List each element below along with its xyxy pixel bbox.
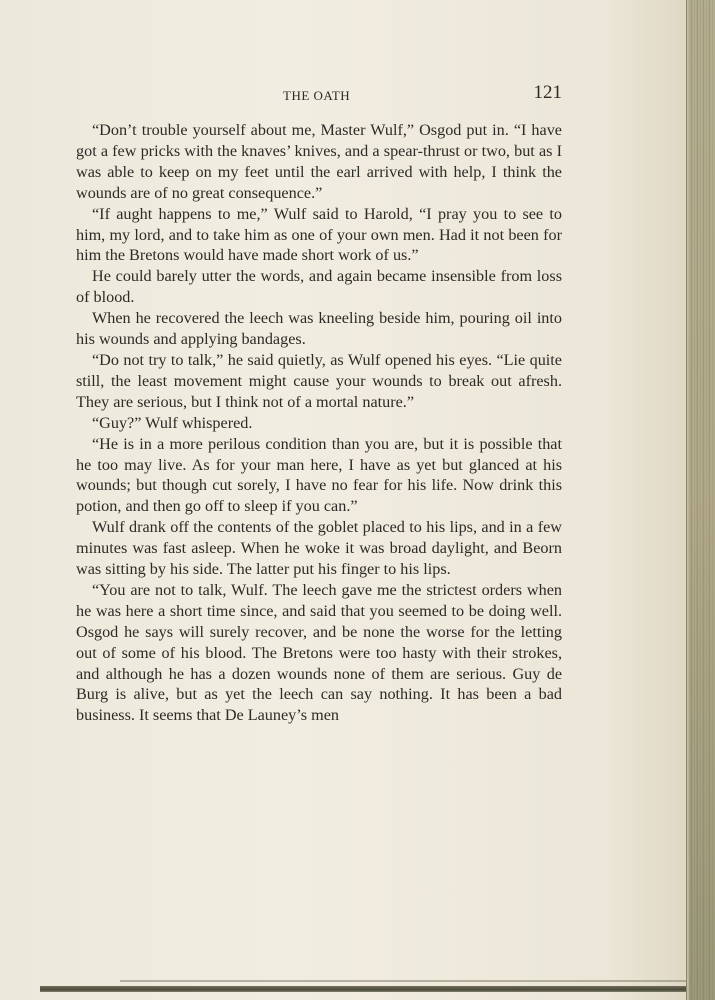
paragraph: “If aught happens to me,” Wulf said to Harold, “I pray you to see to him, my lord, and to take him as one of your own men. Had it not been for him the Bretons would have made short work of us.” [76,204,562,265]
paragraph: “Don’t trouble yourself about me, Master Wulf,” Osgod put in. “I have got a few pricks with the knaves’ knives, and a spear-thrust or two, but as I was able to keep on my feet until the earl arrived with help, I think the wounds are of no great consequence.” [76,121,562,202]
paragraph: “You are not to talk, Wulf. The leech gave me the strictest orders when he was here a short time since, and said that you seemed to be doing well. Osgod he says will surely recover, and be none the worse for the letting out of some of his blood. The Bretons were too hasty with their strokes, and although he has a dozen wounds none of them are serious. Guy de Burg is alive, but as yet the leech can say nothing. It has been a bad business. It seems that De Launey’s men [76,580,562,725]
paragraph: “He is in a more perilous condition than you are, but it is possible that he too may live. As for your man here, I have as yet but glanced at his wounds; but though cut sorely, I have no fear for his life. Now drink this potion, and then go off to sleep if you can.” [76,434,562,516]
paragraph: “Guy?” Wulf whispered. [92,413,253,432]
body-text [76,120,562,726]
paragraph: When he recovered the leech was kneeling beside him, pouring oil into his wounds and applying bandages. [76,309,562,349]
bottom-edge-line [120,980,687,982]
book-bottom-edge [40,986,687,992]
paragraph: Wulf drank off the contents of the goblet placed to his lips, and in a few minutes was fast asleep. When he woke it was broad daylight, and Beorn was sitting by his side. The latter put his finger to his lips. [76,518,562,579]
page-number: 121 [533,82,562,103]
paragraph: “Do not try to talk,” he said quietly, as Wulf opened his eyes. “Lie quite still, the least movement might cause your wounds to break out afresh. They are serious, but I think not of a mortal nature.” [76,350,562,411]
paragraph: He could barely utter the words, and again became insensible from loss of blood. [76,267,562,307]
page-edge-stack [686,0,715,1000]
page-header [76,84,562,108]
running-head: THE OATH [283,88,351,103]
